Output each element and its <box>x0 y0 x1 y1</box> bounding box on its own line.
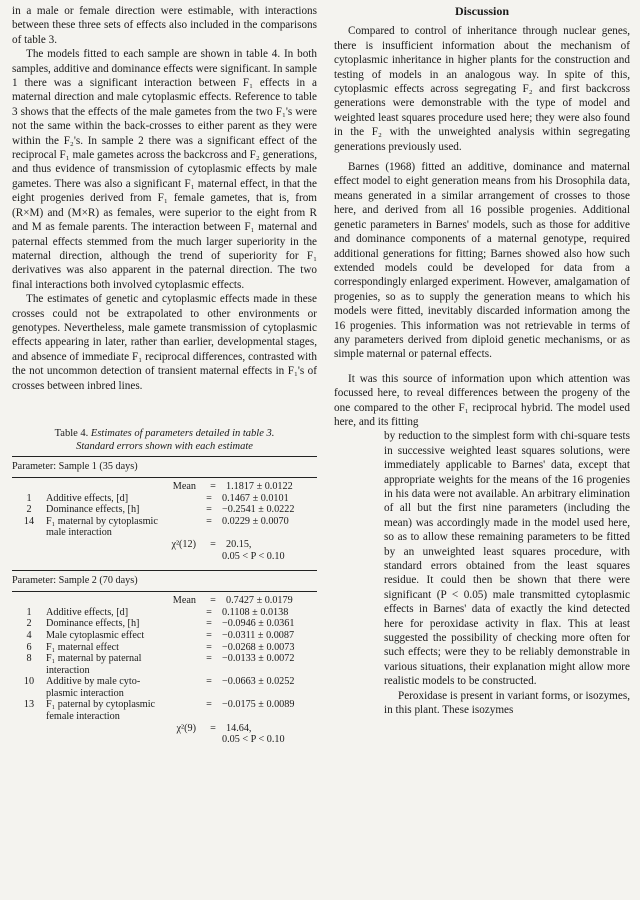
param-number: 1 <box>26 492 32 504</box>
param-description: F₁ paternal by cytoplasmic <box>46 699 156 711</box>
param-estimate: 0.7427 ± 0.0179 <box>226 595 293 607</box>
paragraph: in a male or female direction were estimable, with interactions between these three sets of effects also included in the comparisons of table 3. <box>12 5 317 46</box>
equals-sign: = <box>206 699 212 711</box>
table-row <box>12 527 317 539</box>
table-row <box>12 642 317 654</box>
param-number: 10 <box>23 676 35 688</box>
param-estimate <box>222 527 317 539</box>
param-estimate <box>222 665 317 677</box>
sample-2-table <box>12 595 317 746</box>
equals-sign: = <box>206 515 212 527</box>
param-estimate: −0.0175 ± 0.0089 <box>222 699 295 711</box>
param-description: plasmic interaction <box>46 687 124 699</box>
param-number: 6 <box>26 641 32 653</box>
left-column <box>12 4 317 746</box>
param-estimate: 0.1467 ± 0.0101 <box>222 492 289 504</box>
equals-sign <box>196 688 222 700</box>
table-row <box>12 665 317 677</box>
param-description: χ²(12) <box>171 538 196 550</box>
equals-sign: = <box>210 480 216 492</box>
param-number: 14 <box>23 515 35 527</box>
param-description: interaction <box>46 664 90 676</box>
param-description: Additive effects, [d] <box>46 492 129 504</box>
equals-sign: = <box>210 538 216 550</box>
paragraph: Compared to control of inheritance through nuclear genes, there is insufficient information about the mechanism of cytoplasmic inheritance in higher plants for the construction and testing of models in an analogous way. In spite of this, cytoplasmic effects across segregating F₂ and first backcross generations were demonstrable with the type of model and weighted least squares procedure used here; they were also found in the F₂ with the unweighted analysis within segregating generations previously used. <box>334 25 630 153</box>
param-description: Dominance effects, [h] <box>46 618 140 630</box>
table-row <box>12 688 317 700</box>
param-estimate: −0.0133 ± 0.0072 <box>222 653 295 665</box>
param-description: Male cytoplasmic effect <box>46 629 145 641</box>
param-number <box>12 688 46 700</box>
param-number <box>12 723 46 735</box>
section-heading: Discussion <box>454 4 510 18</box>
param-estimate: 0.05 < P < 0.10 <box>222 550 285 562</box>
equals-sign <box>196 665 222 677</box>
table-row <box>12 630 317 642</box>
param-description: Mean <box>172 480 196 492</box>
param-description: χ²(9) <box>176 722 196 734</box>
param-number <box>12 551 46 563</box>
sample-1-header: Parameter: Sample 1 (35 days) <box>12 460 138 472</box>
param-description: male interaction <box>46 527 112 539</box>
param-number: 1 <box>26 606 32 618</box>
table-row <box>12 551 317 563</box>
param-number: 13 <box>23 699 35 711</box>
table-rule <box>12 456 317 457</box>
param-estimate: 0.0229 ± 0.0070 <box>222 515 289 527</box>
equals-sign: = <box>206 606 212 618</box>
table-caption-title: Estimates of parameters detailed in table 3. <box>90 427 275 439</box>
equals-sign: = <box>210 595 216 607</box>
param-number <box>12 711 46 723</box>
param-number: 4 <box>26 629 32 641</box>
table-row <box>12 618 317 630</box>
param-description: Dominance effects, [h] <box>46 504 140 516</box>
paragraph: Barnes (1968) fitted an additive, dominance and maternal effect model to eight generation means from his Drosophila data, means generated in a similar arrangement of crosses to those here, and derived from all 16 possible progenies. Additional genetic parameters in Barnes' models, such as those for additive and dominance components of a maternal genotype, required additional generations for fitting; Barnes showed also how such extended models could be developed for data from a correspondingly enlarged experiment. However, amalgamation of progenies, so as to supply the generation means to which his models were fitted, inevitably discarded information among the 16 progenies. This information was not retrievable in terms of any parameters derived from diploid genetic mechanisms, or as simple maternal or paternal effects. <box>334 161 630 361</box>
equals-sign: = <box>206 504 212 516</box>
equals-sign: = <box>210 722 216 734</box>
table-caption <box>12 427 317 453</box>
table-row <box>12 734 317 746</box>
equals-sign <box>196 734 222 746</box>
param-number <box>12 595 46 607</box>
param-description: female interaction <box>46 711 120 723</box>
param-estimate <box>222 688 317 700</box>
table-row <box>12 653 317 665</box>
param-number <box>12 665 46 677</box>
equals-sign: = <box>206 653 212 665</box>
param-estimate: −0.0268 ± 0.0073 <box>222 641 295 653</box>
equals-sign: = <box>206 641 212 653</box>
table-row <box>12 699 317 711</box>
table-row <box>12 481 317 493</box>
table-caption-subtitle: Standard errors shown with each estimate <box>76 440 253 452</box>
param-number: 2 <box>26 504 32 516</box>
table-row <box>12 516 317 528</box>
param-description: F₁ maternal effect <box>46 641 119 653</box>
table-rule <box>12 591 317 592</box>
equals-sign <box>196 551 222 563</box>
param-number <box>12 734 46 746</box>
paragraph: The models fitted to each sample are shown in table 4. In both samples, additive and dominance effects were significant. In sample 1 there was a significant interaction between F₁ effects in a maternal direction and male cytoplasmic effects. Reference to table 3 shows that the effects of the male gametes from the two F₁'s were not the same within the back-crosses to either parent as they were within the F₂'s. In sample 2 there was a significant effect of the reciprocal F₁ male gametes across the backcross and F₂ generations, and thus evidence of transmission of cytoplasmic effects by male gametes. There was also a significant F₁ maternal effect, in that the eight progenies derived from F₁ female gametes, that is, from (R×M) and (M×R) as females, were superior to the eight from R and M as female parents. The interaction between F₁ maternal and paternal effects stemmed from the much larger superiority in the maternal direction, although the trend of superiority for F₁ derivatives was also apparent in the paternal direction. The two final interactions both involved cytoplasmic effects. <box>12 48 317 291</box>
param-description: Additive by male cyto- <box>46 676 141 688</box>
param-estimate: 1.1817 ± 0.0122 <box>226 480 293 492</box>
table-caption-label: Table 4. <box>54 427 89 439</box>
param-number <box>12 527 46 539</box>
param-estimate <box>222 711 317 723</box>
sample-1-table <box>12 481 317 562</box>
table-row <box>12 723 317 735</box>
param-description: Additive effects, [d] <box>46 606 129 618</box>
param-estimate: −0.0311 ± 0.0087 <box>222 629 295 641</box>
table-row <box>12 676 317 688</box>
equals-sign: = <box>206 618 212 630</box>
table-row <box>12 607 317 619</box>
paragraph: The estimates of genetic and cytoplasmic effects made in these crosses could not be extrapolated to other environments or genotypes. Nevertheless, male gamete transmission of cytoplasmic effects appearing in later, rather than earlier, developmental stages, and absence of immediate F₁ reciprocal differences, contrasted with the not uncommon detection of transient maternal effects in F₁'s of crosses between inbred lines. <box>12 293 317 392</box>
table-row <box>12 711 317 723</box>
table-row <box>12 493 317 505</box>
table-rule <box>12 570 317 571</box>
table-rule <box>12 477 317 478</box>
param-description: F₁ maternal by cytoplasmic <box>46 515 158 527</box>
right-column <box>334 4 630 718</box>
param-estimate: −0.2541 ± 0.0222 <box>222 504 295 516</box>
paragraph: It was this source of information upon which attention was focussed here, to reveal differences between the progeny of the one compared to the other F₁ reciprocal hybrid. The model used here, and its fitting <box>334 372 630 428</box>
equals-sign: = <box>206 629 212 641</box>
equals-sign: = <box>206 492 212 504</box>
equals-sign <box>196 527 222 539</box>
sample-2-header: Parameter: Sample 2 (70 days) <box>12 575 138 587</box>
equals-sign: = <box>206 676 212 688</box>
param-estimate: −0.0663 ± 0.0252 <box>222 676 295 688</box>
param-estimate: 0.1108 ± 0.0138 <box>222 606 289 618</box>
table-row <box>12 504 317 516</box>
param-estimate: 14.64, <box>226 722 252 734</box>
param-description: Mean <box>172 595 196 607</box>
param-number: 8 <box>26 653 32 665</box>
param-number <box>12 539 46 551</box>
param-estimate: −0.0946 ± 0.0361 <box>222 618 295 630</box>
param-description <box>46 734 196 746</box>
param-estimate: 20.15, <box>226 538 252 550</box>
table-row <box>12 595 317 607</box>
param-number: 2 <box>26 618 32 630</box>
table-row <box>12 539 317 551</box>
paragraph: Peroxidase is present in variant forms, or isozymes, in this plant. These isozymes <box>384 689 630 717</box>
param-description <box>46 551 196 563</box>
equals-sign <box>196 711 222 723</box>
param-number <box>12 481 46 493</box>
paragraph: by reduction to the simplest form with chi-square tests in successive weighted least squares solutions, were immediately applicable to Barnes' data, except that appropriate weights for the means of the 16 progenies in his data were not available. An arbitrary elimination of all but the first nine parameters (including the mean) was accordingly made in the model used here, so as to allow these remaining parameters to be fitted by an unweighted least squares procedure, with standard errors obtained from the least squares residue. It could then be shown that there were significant (P < 0.05) male transmitted cytoplasmic effects in Barnes' data of exactly the kind detected here for peroxidase activity in flax. This at least suggested the possibility of checking more often for such effects; were they to be reliably demonstrable in various situations, their explanation might allow more realistic models to be constructed. <box>384 430 630 688</box>
param-description: F₁ maternal by paternal <box>46 653 142 665</box>
param-estimate: 0.05 < P < 0.10 <box>222 734 285 746</box>
